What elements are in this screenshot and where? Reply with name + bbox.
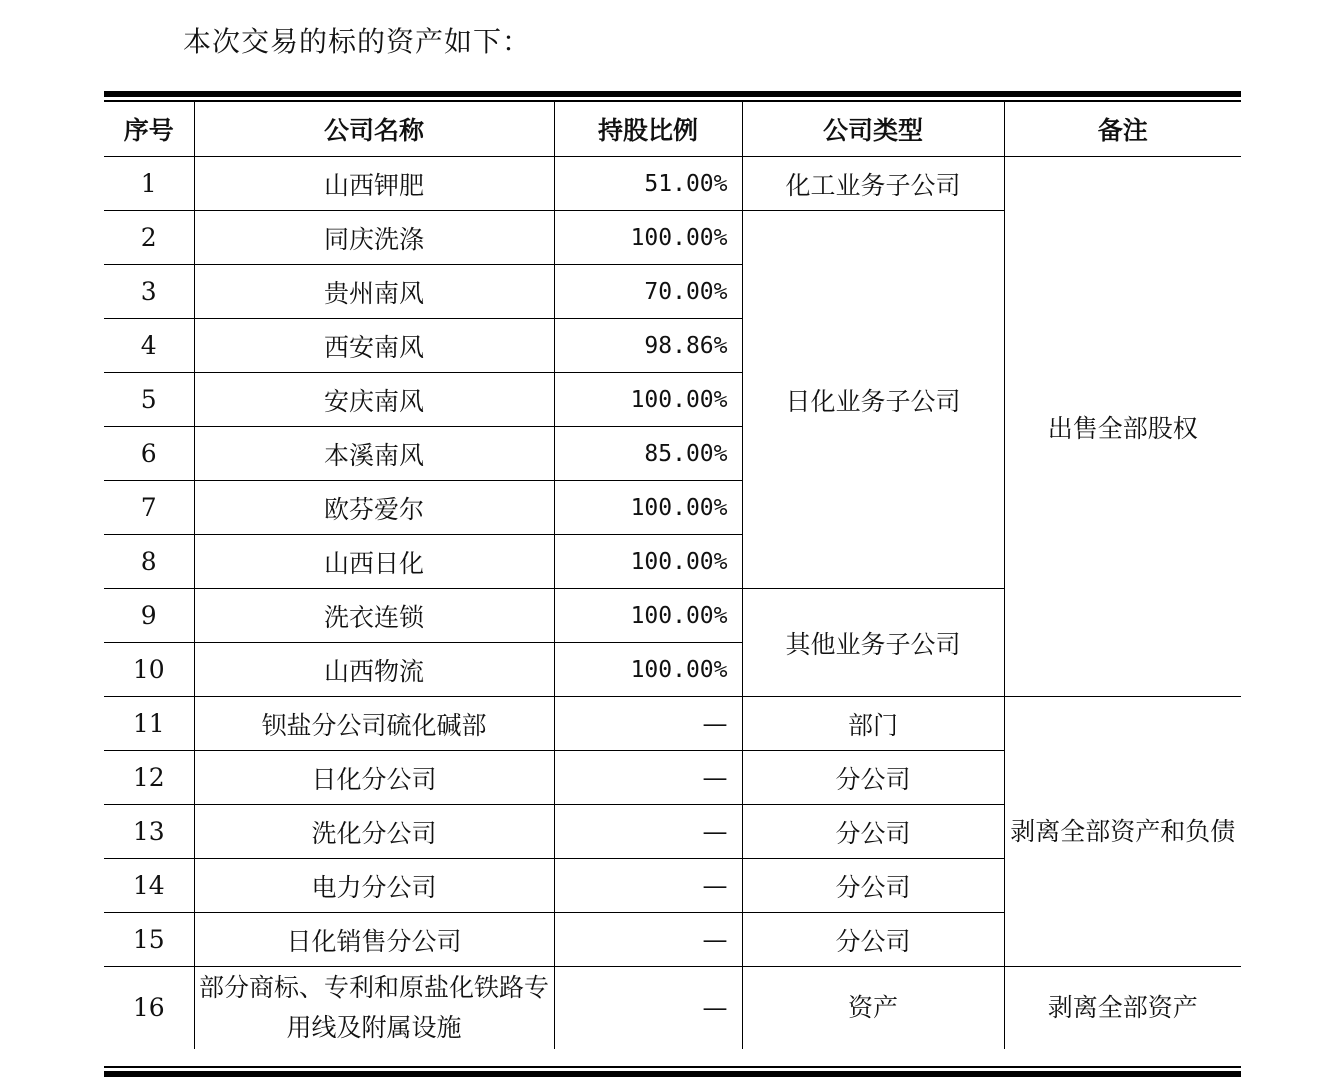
row-company-name: 洗化分公司 <box>194 805 554 859</box>
row-no: 10 <box>104 643 194 697</box>
row-company-name: 洗衣连锁 <box>194 589 554 643</box>
row-no: 3 <box>104 265 194 319</box>
row-share: 98.86% <box>554 319 742 373</box>
row-no: 11 <box>104 697 194 751</box>
row-no: 12 <box>104 751 194 805</box>
intro-text: 本次交易的标的资产如下： <box>183 25 532 58</box>
table-row <box>104 157 1241 211</box>
row-share: 85.00% <box>554 427 742 481</box>
row-company-name: 日化销售分公司 <box>194 913 554 967</box>
row-company-name: 山西日化 <box>194 535 554 589</box>
row-type: 日化业务子公司 <box>742 211 1004 589</box>
row-no: 5 <box>104 373 194 427</box>
row-share: 51.00% <box>554 157 742 211</box>
row-type: 分公司 <box>742 913 1004 967</box>
row-company-name: 电力分公司 <box>194 859 554 913</box>
row-company-name: 同庆洗涤 <box>194 211 554 265</box>
row-share: — <box>554 967 742 1050</box>
table-bottom-rule <box>104 1071 1241 1077</box>
row-remark: 出售全部股权 <box>1004 157 1241 697</box>
row-share: — <box>554 859 742 913</box>
row-share: — <box>554 913 742 967</box>
row-no: 6 <box>104 427 194 481</box>
row-share: 100.00% <box>554 589 742 643</box>
row-type: 部门 <box>742 697 1004 751</box>
row-type: 其他业务子公司 <box>742 589 1004 697</box>
row-share: 100.00% <box>554 535 742 589</box>
row-no: 14 <box>104 859 194 913</box>
row-no: 1 <box>104 157 194 211</box>
row-no: 13 <box>104 805 194 859</box>
row-no: 7 <box>104 481 194 535</box>
row-share: 100.00% <box>554 643 742 697</box>
table-top-rule <box>104 91 1241 97</box>
row-share: 100.00% <box>554 481 742 535</box>
header-company-name: 公司名称 <box>194 102 554 157</box>
row-no: 15 <box>104 913 194 967</box>
row-no: 2 <box>104 211 194 265</box>
row-no: 9 <box>104 589 194 643</box>
row-no: 8 <box>104 535 194 589</box>
row-share: — <box>554 805 742 859</box>
target-assets-table <box>104 102 1241 1049</box>
row-type: 资产 <box>742 967 1004 1050</box>
row-type: 分公司 <box>742 751 1004 805</box>
row-company-name: 欧芬爱尔 <box>194 481 554 535</box>
row-no: 16 <box>104 967 194 1050</box>
row-type: 化工业务子公司 <box>742 157 1004 211</box>
row-company-name: 本溪南风 <box>194 427 554 481</box>
row-share: 100.00% <box>554 373 742 427</box>
row-company-name: 贵州南风 <box>194 265 554 319</box>
row-share: 70.00% <box>554 265 742 319</box>
table-row <box>104 967 1241 1050</box>
table-row <box>104 697 1241 751</box>
row-remark: 剥离全部资产 <box>1004 967 1241 1050</box>
header-no: 序号 <box>104 102 194 157</box>
row-company-name: 山西物流 <box>194 643 554 697</box>
row-type: 分公司 <box>742 859 1004 913</box>
row-company-name: 山西钾肥 <box>194 157 554 211</box>
row-share: 100.00% <box>554 211 742 265</box>
row-company-name: 西安南风 <box>194 319 554 373</box>
header-share-ratio: 持股比例 <box>554 102 742 157</box>
row-remark: 剥离全部资产和负债 <box>1004 697 1241 967</box>
row-no: 4 <box>104 319 194 373</box>
row-company-name: 安庆南风 <box>194 373 554 427</box>
row-company-name: 部分商标、专利和原盐化铁路专用线及附属设施 <box>194 967 554 1050</box>
row-company-name: 日化分公司 <box>194 751 554 805</box>
row-company-name: 钡盐分公司硫化碱部 <box>194 697 554 751</box>
row-share: — <box>554 751 742 805</box>
header-remark: 备注 <box>1004 102 1241 157</box>
header-company-type: 公司类型 <box>742 102 1004 157</box>
table-bottom-rule-thin <box>104 1066 1241 1068</box>
table-header-row <box>104 102 1241 157</box>
row-type: 分公司 <box>742 805 1004 859</box>
row-share: — <box>554 697 742 751</box>
